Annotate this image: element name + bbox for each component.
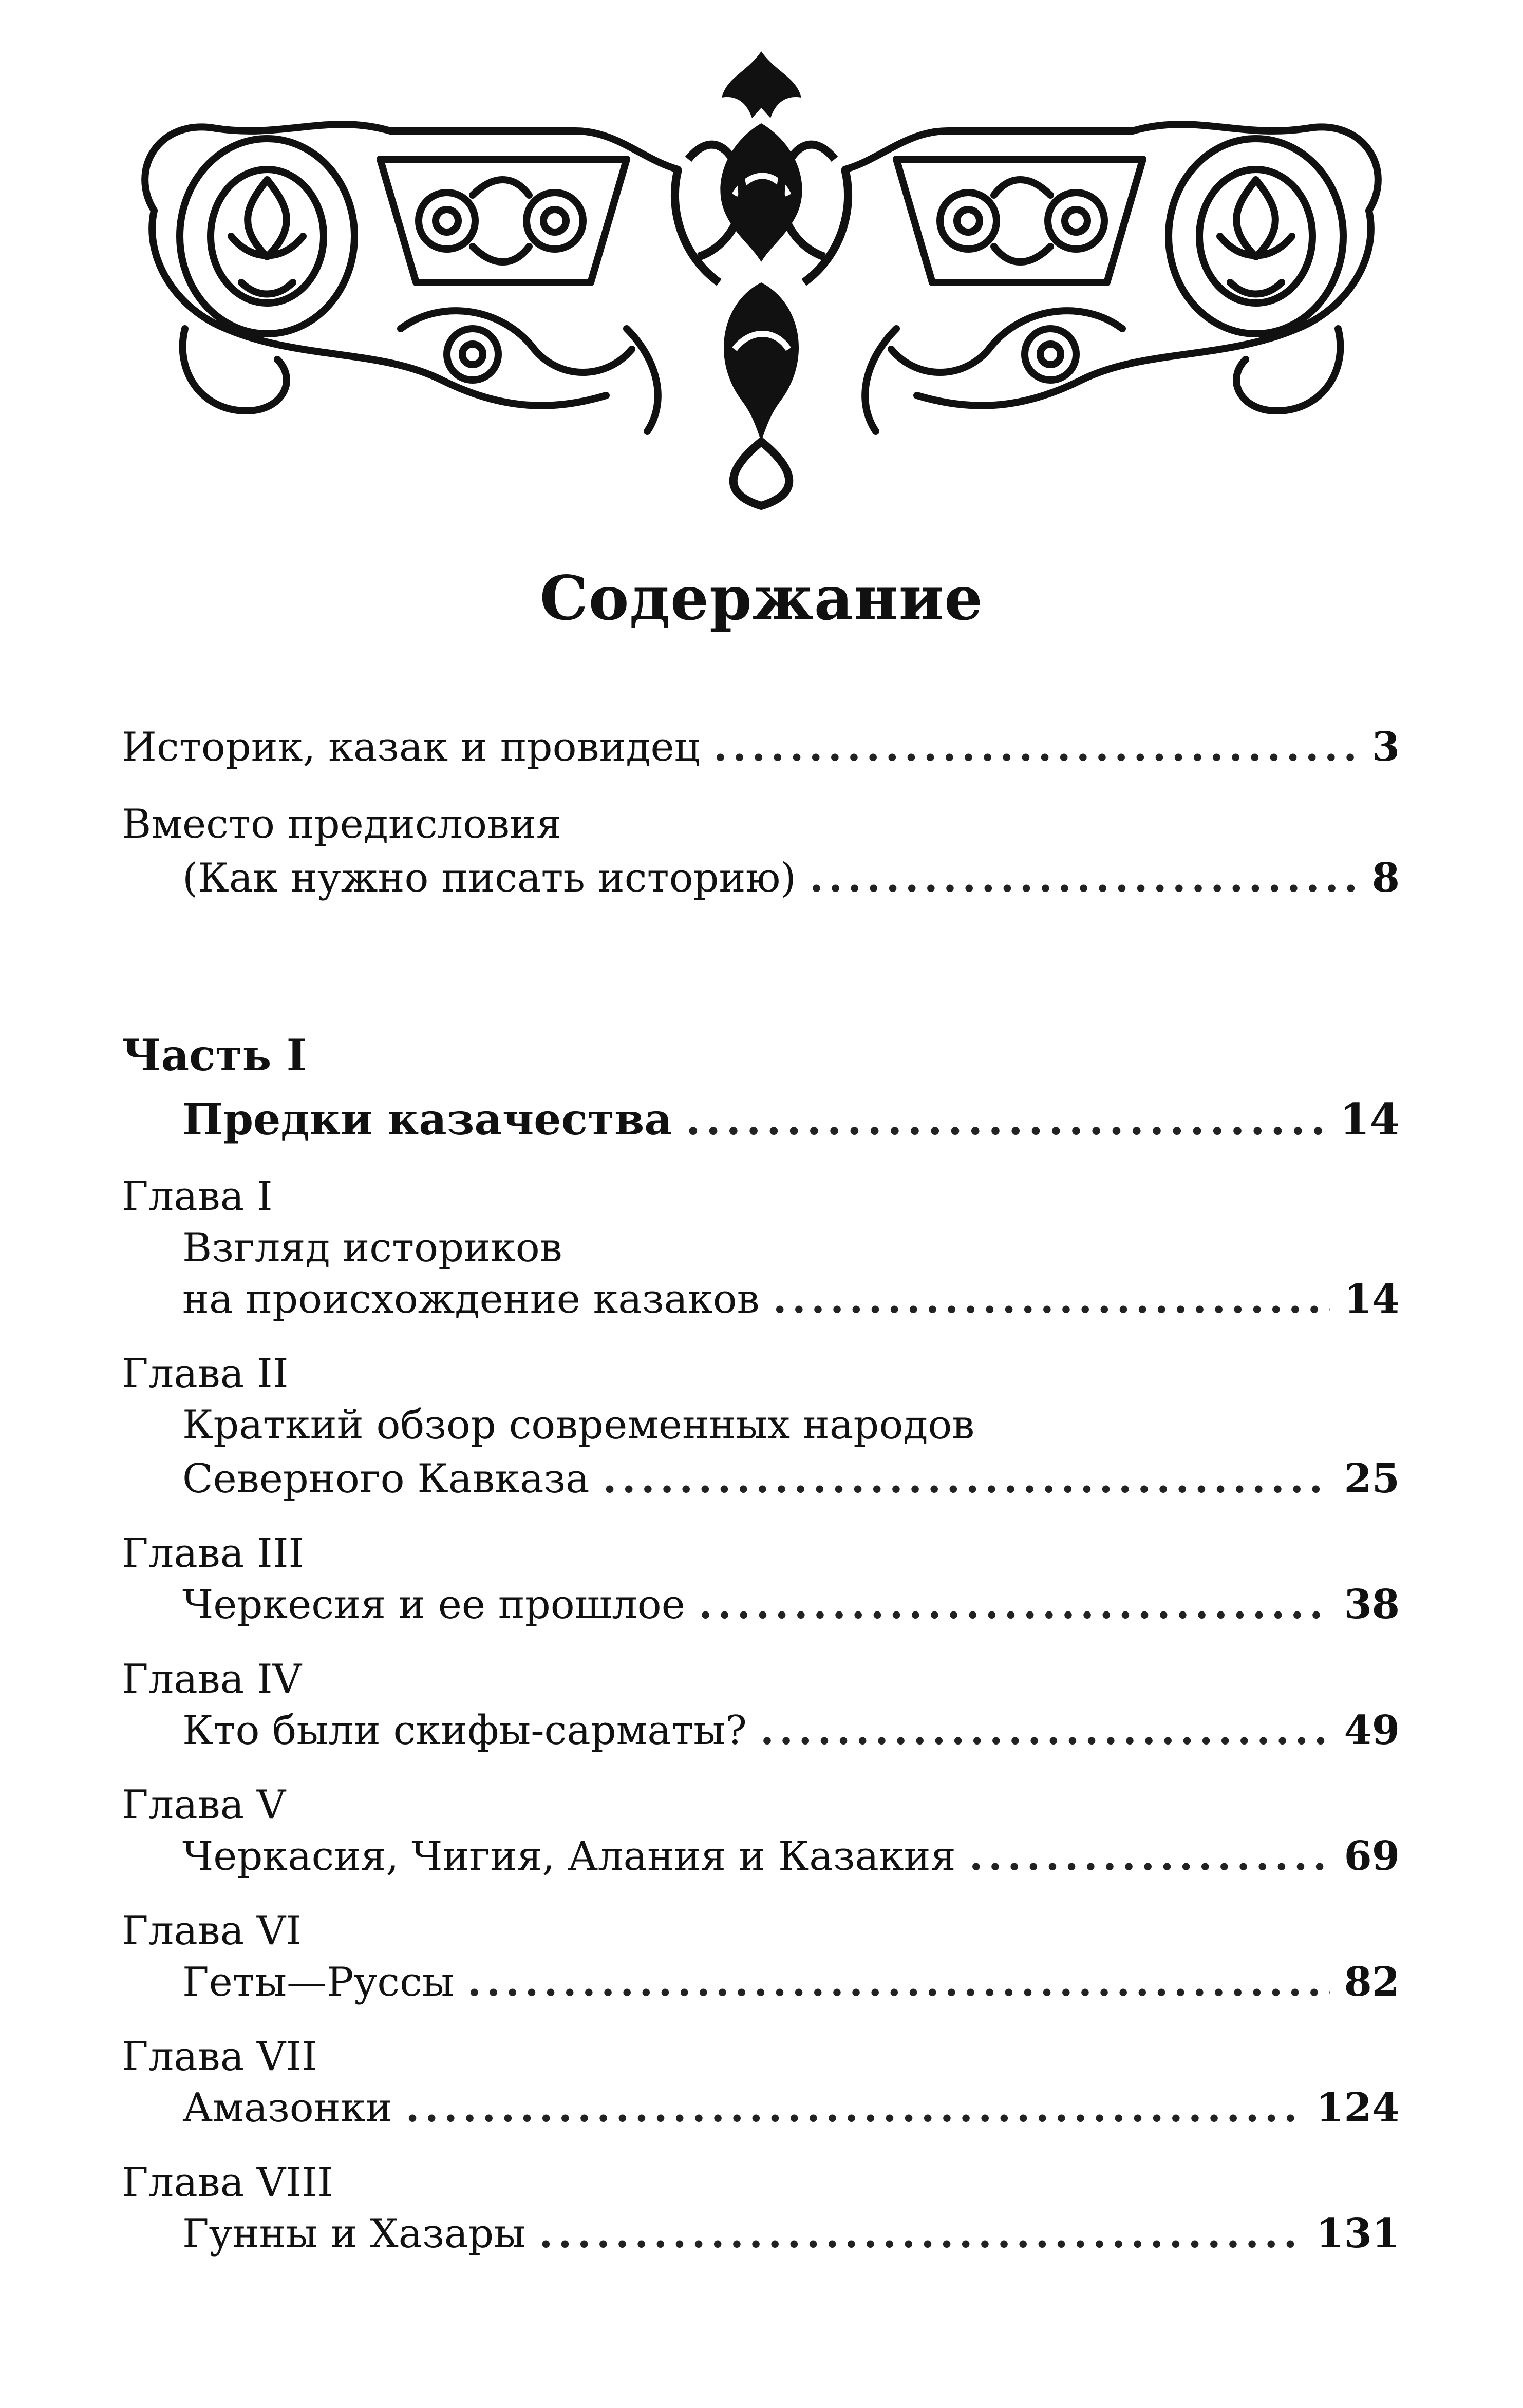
toc-entry-page: 131: [1316, 2210, 1400, 2257]
toc-entry: [182, 1702, 1400, 1759]
toc-entry-title: на происхождение казаков: [182, 1276, 760, 1322]
page-title: Содержание: [539, 562, 984, 634]
toc-entry-title: Предки казачества: [182, 1094, 672, 1145]
toc-leader-dots: [539, 2206, 1303, 2262]
toc-entry-page: 82: [1344, 1959, 1400, 2005]
toc-entry-title: Часть I: [122, 1030, 307, 1080]
toc-entry-title: Глава VII: [122, 2034, 317, 2080]
toc-chapter-label: [122, 1903, 302, 1959]
toc-chapter-label: [122, 1345, 289, 1402]
toc-entry-title: Глава VIII: [122, 2159, 333, 2206]
toc-entry-title: Глава VI: [122, 1908, 302, 1954]
toc-entry-title: Глава IV: [122, 1656, 302, 1702]
toc-entry-title: Северного Кавказа: [182, 1456, 590, 1502]
toc-entry-title: Глава III: [122, 1530, 305, 1577]
toc-entry-page: 69: [1344, 1833, 1400, 1880]
toc-leader-dots: [699, 1577, 1331, 1633]
toc-chapter-label: [122, 1777, 286, 1833]
toc-entry-page: 14: [1344, 1276, 1400, 1322]
toc-entry-title: Кто были скифы-сарматы?: [182, 1708, 747, 1754]
toc-entry: [182, 2206, 1400, 2262]
toc-leader-dots: [713, 719, 1359, 775]
toc-chapter-label: [122, 2154, 333, 2211]
toc-chapter-label: [122, 1168, 273, 1225]
toc-entry-page: 49: [1344, 1707, 1400, 1754]
toc-entry: [182, 1828, 1400, 1885]
toc-leader-dots: [810, 850, 1359, 906]
toc-part-heading: [122, 1027, 307, 1084]
toc-entry: [182, 1397, 974, 1453]
toc-entry-title: Гунны и Хазары: [182, 2211, 526, 2257]
toc-entry-title: Взгляд историков: [182, 1225, 562, 1271]
toc-entry-page: 14: [1340, 1094, 1400, 1145]
toc-entry-page: 3: [1371, 724, 1400, 770]
toc-leader-dots: [686, 1091, 1326, 1148]
toc-entry-title: Амазонки: [182, 2085, 392, 2131]
toc-entry-title: Глава II: [122, 1351, 289, 1397]
toc-leader-dots: [603, 1451, 1331, 1507]
toc-entry: [182, 1271, 1400, 1328]
toc-entry-title: Геты—Руссы: [182, 1959, 454, 2005]
toc-entry: [122, 796, 561, 852]
toc-entry: [182, 850, 1400, 906]
toc-entry-page: 25: [1344, 1455, 1400, 1502]
toc-entry-title: Вместо предисловия: [122, 801, 562, 847]
toc-entry: [182, 1954, 1400, 2011]
toc-entry-title: Историк, казак и провидец: [122, 724, 700, 770]
toc-entry: [182, 2080, 1400, 2136]
toc-chapter-label: [122, 1525, 304, 1582]
toc-entry-page: 124: [1316, 2084, 1400, 2131]
toc-entry-title: Черкасия, Чигия, Алания и Казакия: [182, 1833, 956, 1880]
toc-leader-dots: [773, 1271, 1331, 1328]
toc-entry-title: (Как нужно писать историю): [182, 855, 796, 901]
toc-chapter-label: [122, 1651, 302, 1708]
toc-chapter-label: [122, 2028, 317, 2085]
toc-entry: [182, 1451, 1400, 1507]
toc-leader-dots: [467, 1954, 1331, 2011]
toc-entry: [182, 1577, 1400, 1633]
toc-entry-title: Краткий обзор современных народов: [182, 1402, 975, 1448]
toc-entry: [122, 719, 1400, 775]
toc-entry-page: 38: [1344, 1581, 1400, 1628]
toc-entry-title: Глава I: [122, 1173, 273, 1220]
toc-entry-title: Черкесия и ее прошлое: [182, 1582, 685, 1628]
toc-entry: [182, 1220, 562, 1276]
toc-entry: [182, 1091, 1400, 1148]
toc-entry-title: Глава V: [122, 1782, 286, 1828]
toc-leader-dots: [405, 2080, 1303, 2136]
toc-leader-dots: [969, 1828, 1331, 1885]
toc-entry-page: 8: [1371, 855, 1400, 901]
toc-leader-dots: [760, 1702, 1331, 1759]
